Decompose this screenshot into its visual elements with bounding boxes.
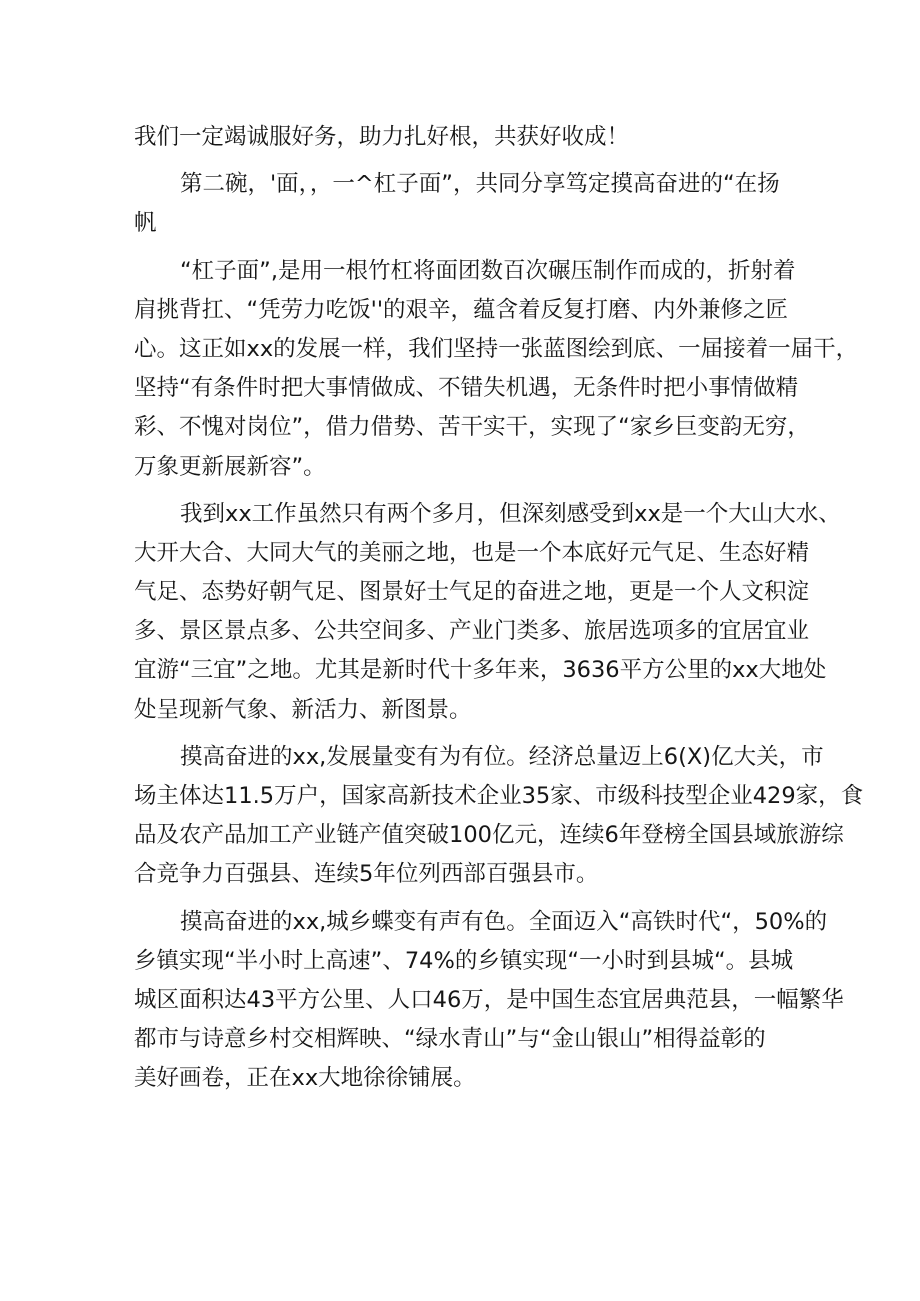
text-line: 摸高奋进的xx,发展量变有为有位。经济总量迈上6(X)亿大关，市 [180,743,824,770]
text-line: 第二碗，'面，，一^杠子面”，共同分享笃定摸高奋进的“在扬 [180,171,780,198]
text-line: 城区面积达43平方公里、人口46万，是中国生态宜居典范县，一幅繁华 [134,986,844,1013]
text-line: 帆 [134,210,157,237]
text-line: 肩挑背扛、“凭劳力吃饭''的艰辛，蕴含着反复打磨、内外兼修之匠 [134,296,789,323]
text-line: 宜游“三宜”之地。尤其是新时代十多年来，3636平方公里的xx大地处 [134,657,827,684]
text-line: 摸高奋进的xx,城乡蝶变有声有色。全面迈入“高铁时代“，50%的 [180,908,828,935]
text-line: 万象更新展新容”。 [134,453,326,480]
text-line: 我到xx工作虽然只有两个多月，但深刻感受到xx是一个大山大水、 [180,500,841,527]
text-line: 合竞争力百强县、连续5年位列西部百强县市。 [134,861,599,888]
text-line: 气足、态势好朝气足、图景好士气足的奋进之地，更是一个人文积淀 [134,579,810,606]
text-line: 美好画卷，正在xx大地徐徐铺展。 [134,1065,476,1092]
text-line: 心。这正如xx的发展一样，我们坚持一张蓝图绘到底、一届接着一届干， [134,335,859,362]
text-line: “杠子面”,是用一根竹杠将面团数百次碾压制作而成的，折射着 [180,257,796,284]
text-line: 我们一定竭诚服好务，助力扎好根，共获好收成！ [134,124,630,150]
document-body [134,118,864,1099]
text-line: 多、景区景点多、公共空间多、产业门类多、旅居选项多的宜居宜业 [134,618,810,645]
text-line: 大开大合、大同大气的美丽之地，也是一个本底好元气足、生态好精 [134,539,810,566]
text-line: 场主体达11.5万户，国家高新技术企业35家、市级科技型企业429家，食 [134,783,864,809]
text-line: 处呈现新气象、新活力、新图景。 [134,696,472,723]
text-line: 品及农产品加工产业链产值突破100亿元，连续6年登榜全国县域旅游综 [134,822,844,849]
text-line: 乡镇实现“半小时上高速”、74%的乡镇实现“一小时到县城“。县城 [134,947,794,974]
text-line: 彩、不愧对岗位”，借力借势、苦干实干，实现了“家乡巨变韵无穷， [134,414,810,441]
text-line: 都市与诗意乡村交相辉映、“绿水青山”与“金山银山”相得益彰的 [134,1026,766,1053]
text-line: 坚持“有条件时把大事情做成、不错失机遇，无条件时把小事情做精 [134,375,799,402]
